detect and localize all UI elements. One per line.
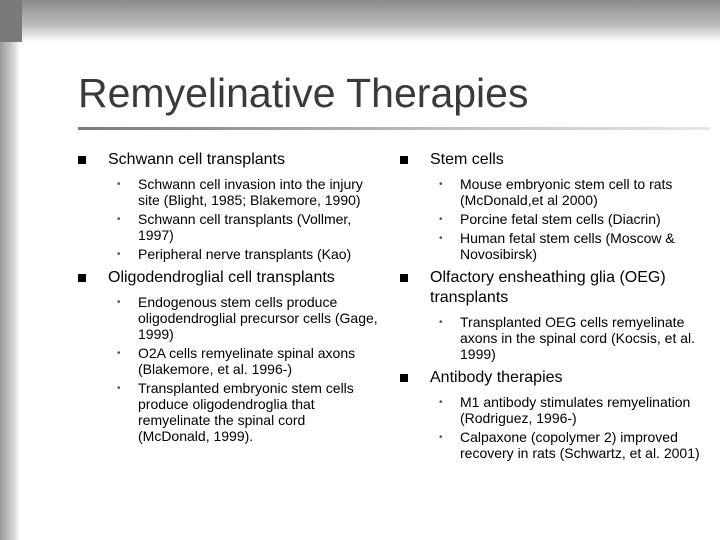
sub-bullet-text: O2A cells remyelinate spinal axons (Blakemore, et al. 1996-) — [138, 345, 356, 377]
bullet-label: Antibody therapies — [430, 369, 563, 386]
dot-bullet-icon: • — [117, 179, 121, 190]
sub-bullet — [430, 429, 710, 461]
sub-bullet-text: Human fetal stem cells (Moscow & Novosibirsk) — [460, 230, 675, 262]
sub-bullet — [430, 314, 710, 362]
dot-bullet-icon: • — [117, 249, 121, 260]
sub-bullet — [108, 246, 378, 262]
dot-bullet-icon: • — [439, 397, 443, 408]
bullet-label: Schwann cell transplants — [108, 151, 285, 168]
dot-bullet-icon: • — [439, 432, 443, 443]
title-underline — [78, 127, 710, 130]
dot-bullet-icon: • — [439, 233, 443, 244]
square-bullet-icon — [78, 156, 86, 164]
dot-bullet-icon: • — [117, 383, 121, 394]
sub-bullet-list — [430, 394, 710, 461]
slide-title: Remyelinative Therapies — [78, 70, 529, 116]
left-bullet-list — [78, 150, 378, 444]
square-bullet-icon — [400, 274, 408, 282]
sub-bullet-text: Transplanted OEG cells remyelinate axons in the spinal cord (Kocsis, et al. 1999) — [460, 314, 696, 362]
sub-bullet-text: Endogenous stem cells produce oligodendroglial precursor cells (Gage, 1999) — [138, 294, 378, 342]
square-bullet-icon — [400, 156, 408, 164]
sub-bullet — [430, 394, 710, 426]
dot-bullet-icon: • — [439, 179, 443, 190]
sub-bullet-text: M1 antibody stimulates remyelination (Rodriguez, 1996-) — [460, 394, 691, 426]
dot-bullet-icon: • — [439, 317, 443, 328]
sub-bullet — [430, 230, 710, 262]
left-column — [78, 150, 378, 450]
sub-bullet — [430, 211, 710, 227]
sub-bullet-list — [108, 294, 378, 444]
right-column — [400, 150, 710, 467]
sub-bullet — [108, 211, 378, 243]
bullet-label: Stem cells — [430, 151, 504, 168]
sub-bullet-list — [108, 176, 378, 262]
slide-top-band — [0, 0, 720, 42]
square-bullet-icon — [400, 374, 408, 382]
bullet-antibody-therapies — [400, 368, 710, 461]
bullet-label: Olfactory ensheathing glia (OEG) transplants — [430, 269, 666, 306]
sub-bullet — [108, 380, 378, 444]
sub-bullet-text: Schwann cell invasion into the injury site (Blight, 1985; Blakemore, 1990) — [138, 176, 363, 208]
sub-bullet-text: Mouse embryonic stem cell to rats (McDonald,et al 2000) — [460, 176, 673, 208]
sub-bullet — [108, 176, 378, 208]
sub-bullet-text: Calpaxone (copolymer 2) improved recovery in rats (Schwartz, et al. 2001) — [460, 429, 700, 461]
bullet-oligodendroglial-cell-transplants — [78, 268, 378, 444]
dot-bullet-icon: • — [117, 214, 121, 225]
sub-bullet-text: Peripheral nerve transplants (Kao) — [138, 246, 352, 262]
dot-bullet-icon: • — [439, 214, 443, 225]
sub-bullet-text: Schwann cell transplants (Vollmer, 1997) — [138, 211, 352, 243]
sub-bullet-text: Transplanted embryonic stem cells produce oligodendroglia that remyelinate the spinal cord (McDonald, 1999). — [138, 380, 354, 444]
square-bullet-icon — [78, 274, 86, 282]
bullet-schwann-cell-transplants — [78, 150, 378, 262]
right-bullet-list — [400, 150, 710, 461]
bullet-stem-cells — [400, 150, 710, 262]
slide-left-bar — [0, 0, 20, 540]
sub-bullet — [108, 345, 378, 377]
sub-bullet — [430, 176, 710, 208]
bullet-olfactory-ensheathing-glia — [400, 268, 710, 362]
sub-bullet-list — [430, 314, 710, 362]
dot-bullet-icon: • — [117, 348, 121, 359]
slide-corner-block — [0, 0, 22, 42]
sub-bullet — [108, 294, 378, 342]
sub-bullet-text: Porcine fetal stem cells (Diacrin) — [460, 211, 661, 227]
bullet-label: Oligodendroglial cell transplants — [108, 269, 335, 286]
dot-bullet-icon: • — [117, 297, 121, 308]
sub-bullet-list — [430, 176, 710, 262]
